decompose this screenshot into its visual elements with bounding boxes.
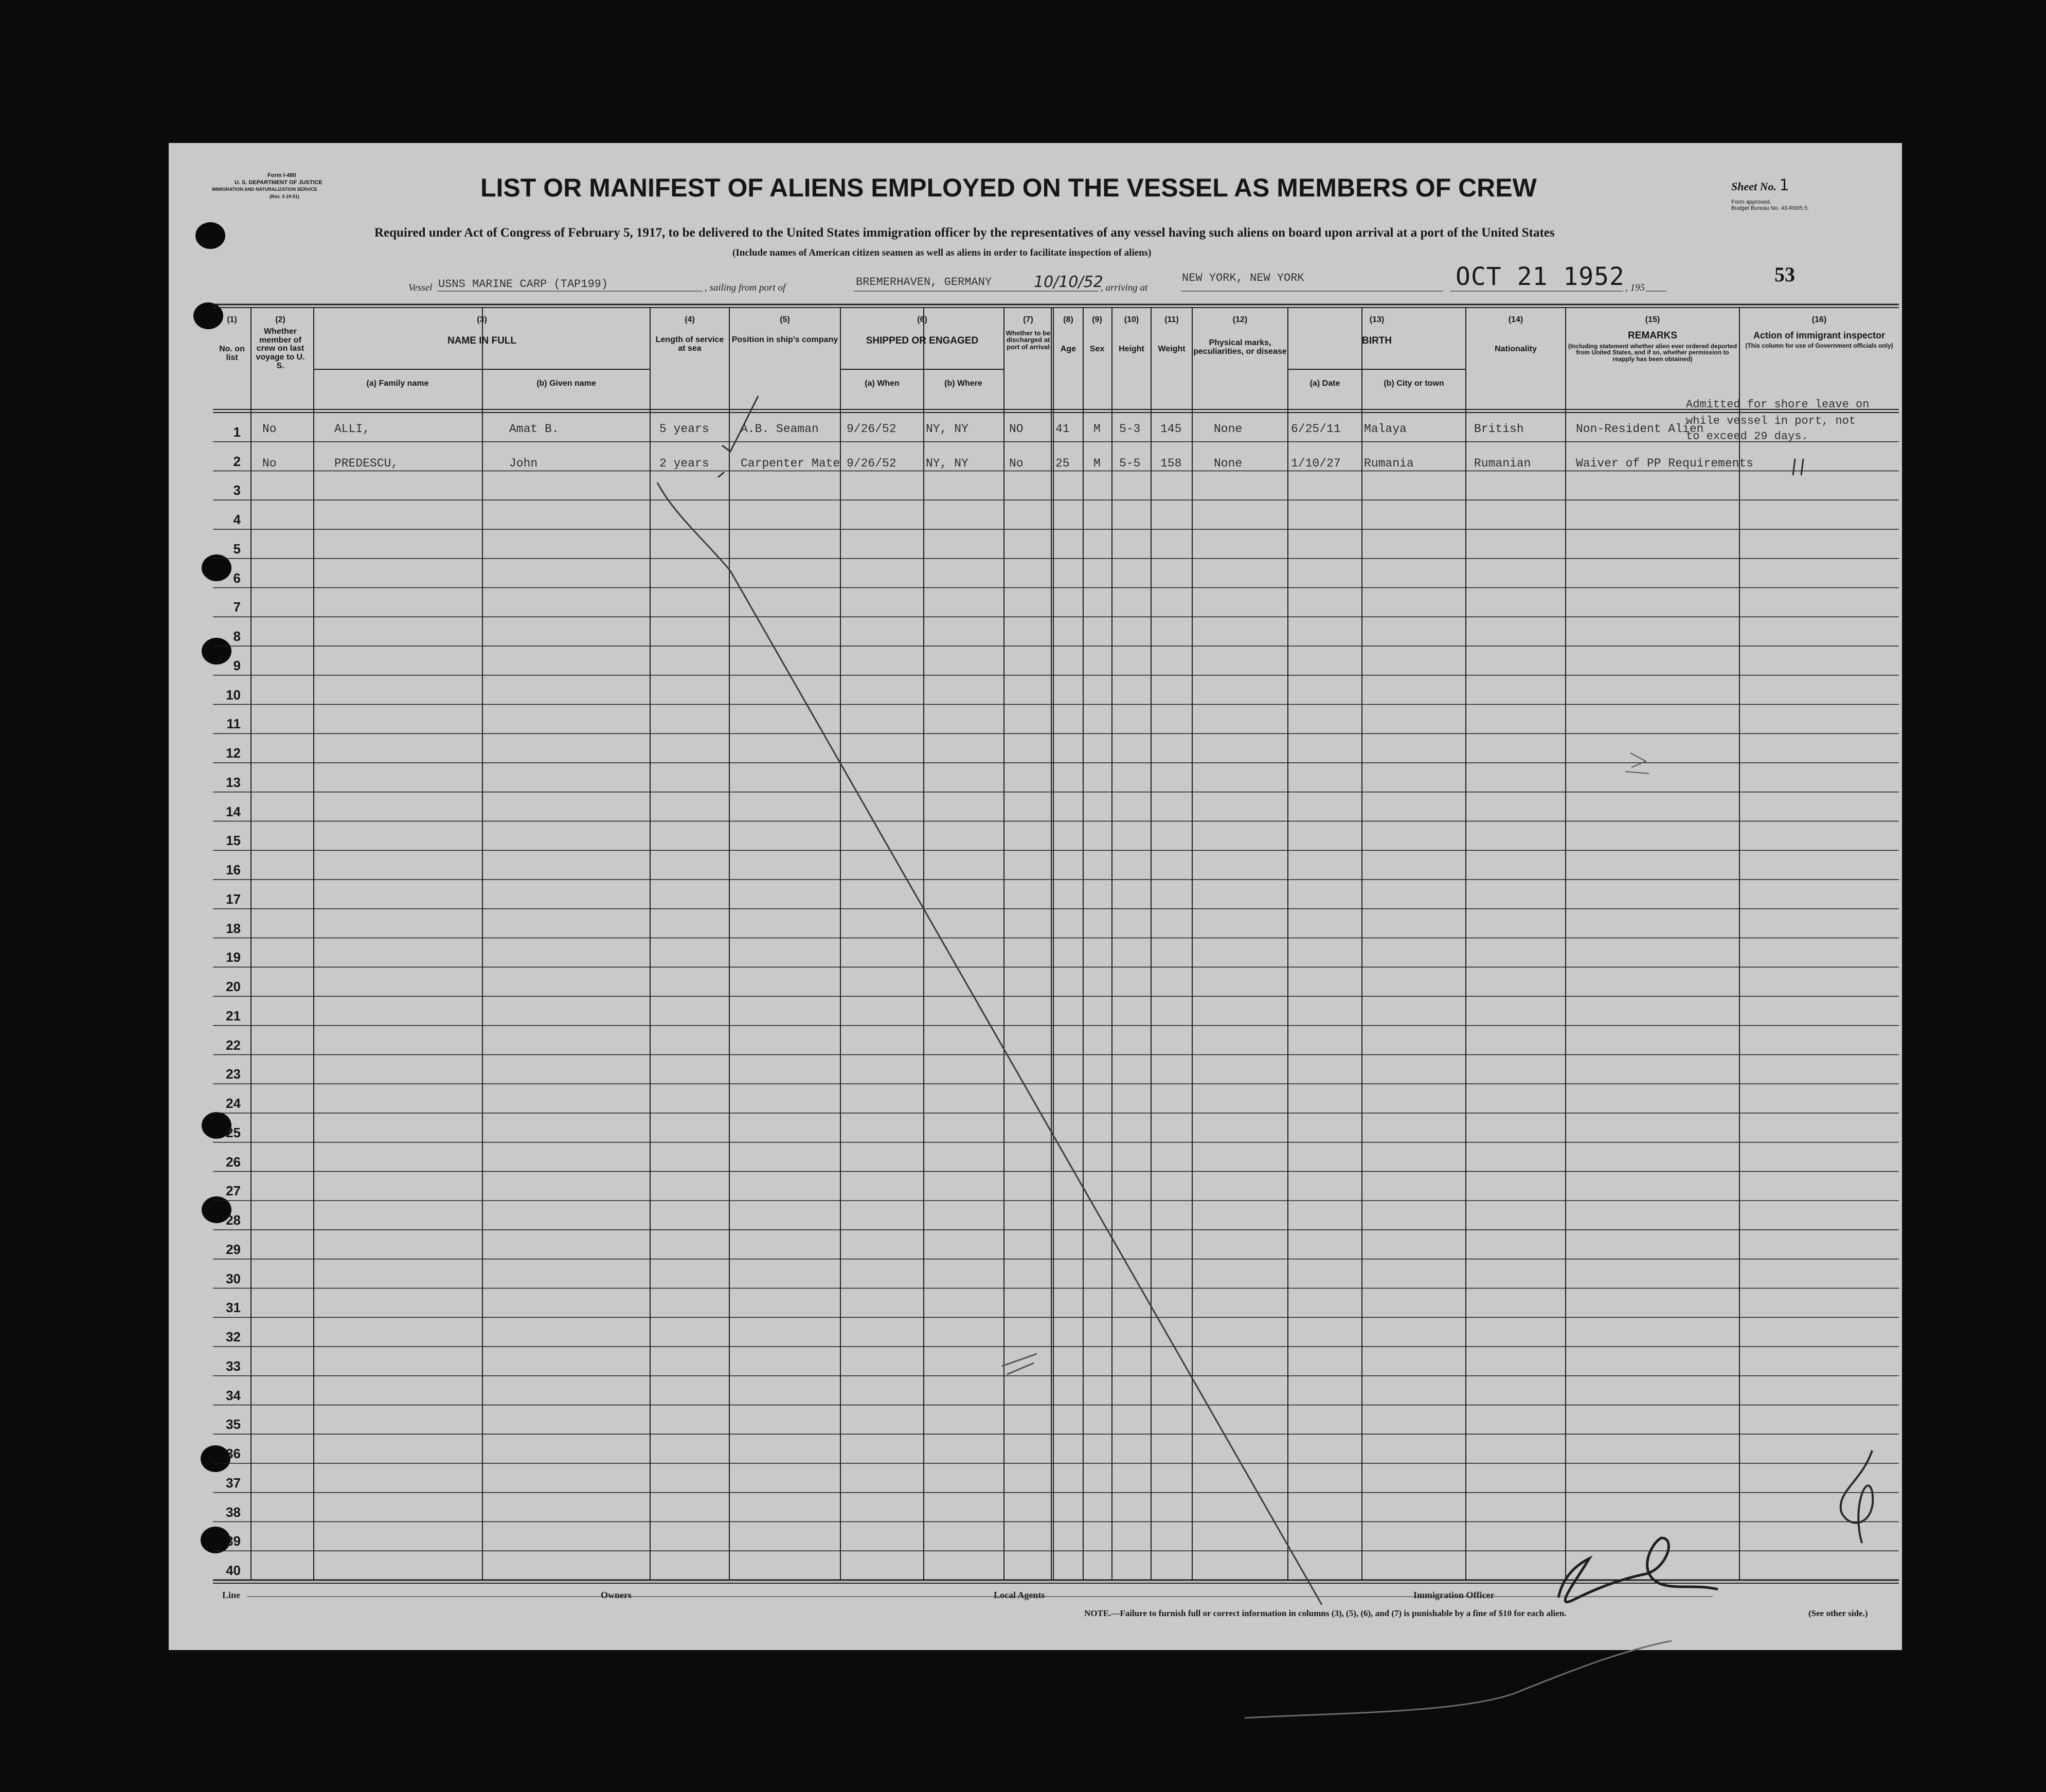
sailing-port: BREMERHAVEN, GERMANY (856, 276, 992, 289)
col-age-index: (8) (1063, 315, 1073, 324)
footer-owners-label: Owners (601, 1590, 632, 1600)
handwritten-marks (1793, 459, 1803, 475)
row-number: 19 (226, 949, 241, 965)
col-height-title: Height (1119, 344, 1144, 353)
cell-given-name: John (509, 456, 538, 470)
col-number-title: No. on list (219, 344, 245, 362)
cell-last-voyage: No (262, 422, 277, 436)
inspector-note: while vessel in port, not (1686, 415, 1856, 427)
sailing-label: , sailing from port of (705, 282, 786, 293)
col-discharged-title: Whether to be discharged at port of arrival (1006, 329, 1051, 351)
cell-service: 2 years (659, 456, 709, 470)
cell-discharged: NO (1009, 422, 1024, 436)
footer-agents-label: Local Agents (994, 1590, 1045, 1600)
row-number: 33 (226, 1358, 241, 1374)
col-position-title: Position in ship's company (731, 335, 838, 344)
col-header-given-name: (b) Given name (536, 379, 596, 388)
col-height-index: (10) (1124, 315, 1139, 324)
col-shipped-index: (6) (917, 315, 927, 324)
row-number: 14 (226, 803, 241, 819)
col-header-where: (b) Where (944, 379, 982, 388)
form-id-line: IMMIGRATION AND NATURALIZATION SERVICE (212, 187, 317, 192)
row-number: 7 (233, 599, 241, 615)
row-number: 20 (226, 979, 241, 994)
row-number: 9 (233, 657, 241, 673)
row-number: 1 (233, 424, 241, 440)
row-number: 17 (226, 891, 241, 907)
row-number: 6 (233, 570, 241, 586)
col-header-birth-city: (b) City or town (1384, 379, 1444, 388)
row-number: 37 (226, 1475, 241, 1491)
cell-weight: 158 (1160, 456, 1182, 470)
page-subtitle: Required under Act of Congress of February 5, 1917, to be delivered to the United States immigration officer by the representatives of any vessel having such aliens on board upon arrival at a port of the United States (374, 226, 1555, 240)
row-number: 16 (226, 862, 241, 877)
col-marks-title: Physical marks, peculiarities, or disease (1193, 338, 1287, 356)
cell-marks: None (1214, 456, 1243, 470)
cell-last-voyage: No (262, 456, 277, 470)
page-title: LIST OR MANIFEST OF ALIENS EMPLOYED ON THE VESSEL AS MEMBERS OF CREW (480, 173, 1537, 202)
col-discharged-index: (7) (1023, 315, 1033, 324)
pencil-smudge (1625, 753, 1649, 774)
row-number: 3 (233, 482, 241, 498)
row-number: 15 (226, 833, 241, 849)
date-stamp: OCT 21 1952 (1456, 262, 1625, 291)
row-number: 38 (226, 1504, 241, 1520)
cell-remarks: Waiver of PP Requirements (1576, 456, 1754, 470)
row-number: 39 (226, 1533, 241, 1549)
col-shipped-title: SHIPPED OR ENGAGED (866, 335, 979, 346)
row-number: 5 (233, 541, 241, 557)
col-nationality-index: (14) (1508, 315, 1523, 324)
col-name-index: (3) (477, 315, 487, 324)
row-number: 11 (226, 716, 241, 732)
row-number: 23 (226, 1066, 241, 1082)
sheet-label-text: Sheet No. (1731, 180, 1776, 193)
row-number: 18 (226, 920, 241, 936)
form-id-line: Form I-480 (267, 172, 296, 178)
vessel-name: USNS MARINE CARP (TAP199) (438, 278, 608, 291)
row-number: 36 (226, 1446, 241, 1461)
col-header-when: (a) When (865, 379, 900, 388)
arriving-label: , arriving at (1101, 282, 1148, 293)
form-approval: Budget Bureau No. 43-R005.5. (1731, 205, 1809, 211)
cell-family-name: ALLI, (334, 422, 370, 436)
cell-weight: 145 (1160, 422, 1182, 436)
cell-shipped-when: 9/26/52 (847, 422, 896, 436)
row-number: 28 (226, 1212, 241, 1228)
cell-position: A.B. Seaman (741, 422, 819, 436)
col-birth-index: (13) (1369, 315, 1385, 324)
cell-service: 5 years (659, 422, 709, 436)
wire-scratch (1245, 1641, 1672, 1718)
handwritten-initial (1841, 1450, 1873, 1543)
footer-officer-label: Immigration Officer (1413, 1590, 1495, 1600)
row-number: 35 (226, 1417, 241, 1432)
col-service-index: (4) (685, 315, 695, 324)
row-number: 31 (226, 1300, 241, 1316)
col-header-family-name: (a) Family name (366, 379, 429, 388)
cell-age: 41 (1055, 422, 1070, 436)
form-approval: Form approved. (1731, 199, 1771, 205)
col-last-voyage-title: Whether member of crew on last voyage to U. S. (256, 327, 305, 370)
row-number: 22 (226, 1037, 241, 1053)
row-number: 29 (226, 1241, 241, 1257)
inclusion-note: (Include names of American citizen seamen as well as aliens in order to facilitate inspection of aliens) (732, 247, 1152, 258)
col-service-title: Length of service at sea (655, 335, 724, 353)
row-number: 40 (226, 1563, 241, 1578)
col-position-index: (5) (780, 315, 790, 324)
cell-marks: None (1214, 422, 1243, 436)
col-nationality-title: Nationality (1495, 344, 1537, 353)
cell-birth-date: 6/25/11 (1291, 422, 1341, 436)
footer-line-label: Line (222, 1590, 241, 1600)
cell-birth-city: Malaya (1364, 422, 1407, 436)
form-id-line: U. S. DEPARTMENT OF JUSTICE (235, 180, 322, 186)
pencil-strike-line (657, 482, 1322, 1605)
col-header-birth-date: (a) Date (1309, 379, 1340, 388)
cell-age: 25 (1055, 456, 1070, 470)
page-number: 53 (1774, 263, 1795, 286)
row-number: 34 (226, 1387, 241, 1403)
form-id-line: (Rev. 3-19-51) (270, 194, 299, 199)
col-sex-title: Sex (1089, 344, 1105, 353)
cell-shipped-when: 9/26/52 (847, 456, 896, 470)
inspector-note: to exceed 29 days. (1686, 430, 1808, 443)
row-number: 27 (226, 1183, 241, 1199)
inspector-signature (1558, 1538, 1718, 1602)
col-name-title: NAME IN FULL (447, 335, 517, 346)
cell-birth-city: Rumania (1364, 456, 1414, 470)
col-inspector-note: (This column for use of Government officials only) (1745, 342, 1893, 349)
col-number-index: (1) (227, 315, 237, 324)
sailing-date: 10/10/52 (1034, 273, 1103, 291)
col-weight-index: (11) (1164, 315, 1179, 324)
year-suffix: , 195 (1625, 282, 1645, 293)
col-weight-title: Weight (1158, 344, 1186, 353)
cell-position: Carpenter Mate (741, 456, 840, 470)
arrival-port: NEW YORK, NEW YORK (1182, 272, 1304, 284)
vessel-label: Vessel (408, 282, 433, 293)
cell-shipped-where: NY, NY (926, 422, 968, 436)
row-number: 30 (226, 1270, 241, 1286)
cell-sex: M (1093, 456, 1101, 470)
sheet-number: 1 (1779, 176, 1789, 194)
row-number: 13 (226, 774, 241, 790)
footer-penalty-note: NOTE.—Failure to furnish full or correct information in columns (3), (5), (6), and (7) is punishable by a fine of $10 for each alien. (1084, 1608, 1567, 1618)
pencil-smudge (1002, 1354, 1037, 1374)
footer-see-other-side: (See other side.) (1808, 1608, 1868, 1618)
cell-birth-date: 1/10/27 (1291, 456, 1341, 470)
col-inspector-title: Action of immigrant inspector (1753, 330, 1886, 341)
col-remarks-index: (15) (1645, 315, 1660, 324)
col-age-title: Age (1060, 344, 1076, 353)
row-number: 4 (233, 512, 241, 527)
cell-discharged: No (1009, 456, 1024, 470)
row-number: 24 (226, 1096, 241, 1111)
row-number: 32 (226, 1329, 241, 1345)
row-number: 26 (226, 1154, 241, 1170)
cell-family-name: PREDESCU, (334, 456, 399, 470)
col-remarks-title: REMARKS (1627, 330, 1678, 341)
cell-sex: M (1093, 422, 1101, 436)
check-mark (718, 472, 724, 477)
col-inspector-index: (16) (1811, 315, 1827, 324)
cell-shipped-where: NY, NY (926, 456, 968, 470)
row-number: 10 (226, 687, 241, 703)
row-number: 25 (226, 1124, 241, 1140)
col-remarks-note: (Including statement whether alien ever ordered deported from United States, and if so, whether permission to reapply has been obtained) (1568, 342, 1737, 363)
col-sex-index: (9) (1092, 315, 1102, 324)
col-marks-index: (12) (1232, 315, 1248, 324)
col-birth-title: BIRTH (1361, 335, 1392, 346)
cell-height: 5-3 (1119, 422, 1141, 436)
row-number: 8 (233, 629, 241, 644)
cell-nationality: British (1474, 422, 1524, 436)
row-number: 21 (226, 1008, 241, 1024)
cell-remarks: Non-Resident Alien (1576, 422, 1704, 436)
col-last-voyage-index: (2) (275, 315, 285, 324)
row-number: 2 (233, 453, 241, 469)
cell-nationality: Rumanian (1474, 456, 1531, 470)
cell-given-name: Amat B. (509, 422, 559, 436)
check-mark (722, 396, 758, 452)
row-number: 12 (226, 745, 241, 761)
inspector-note: Admitted for shore leave on (1686, 398, 1870, 411)
cell-height: 5-5 (1119, 456, 1141, 470)
